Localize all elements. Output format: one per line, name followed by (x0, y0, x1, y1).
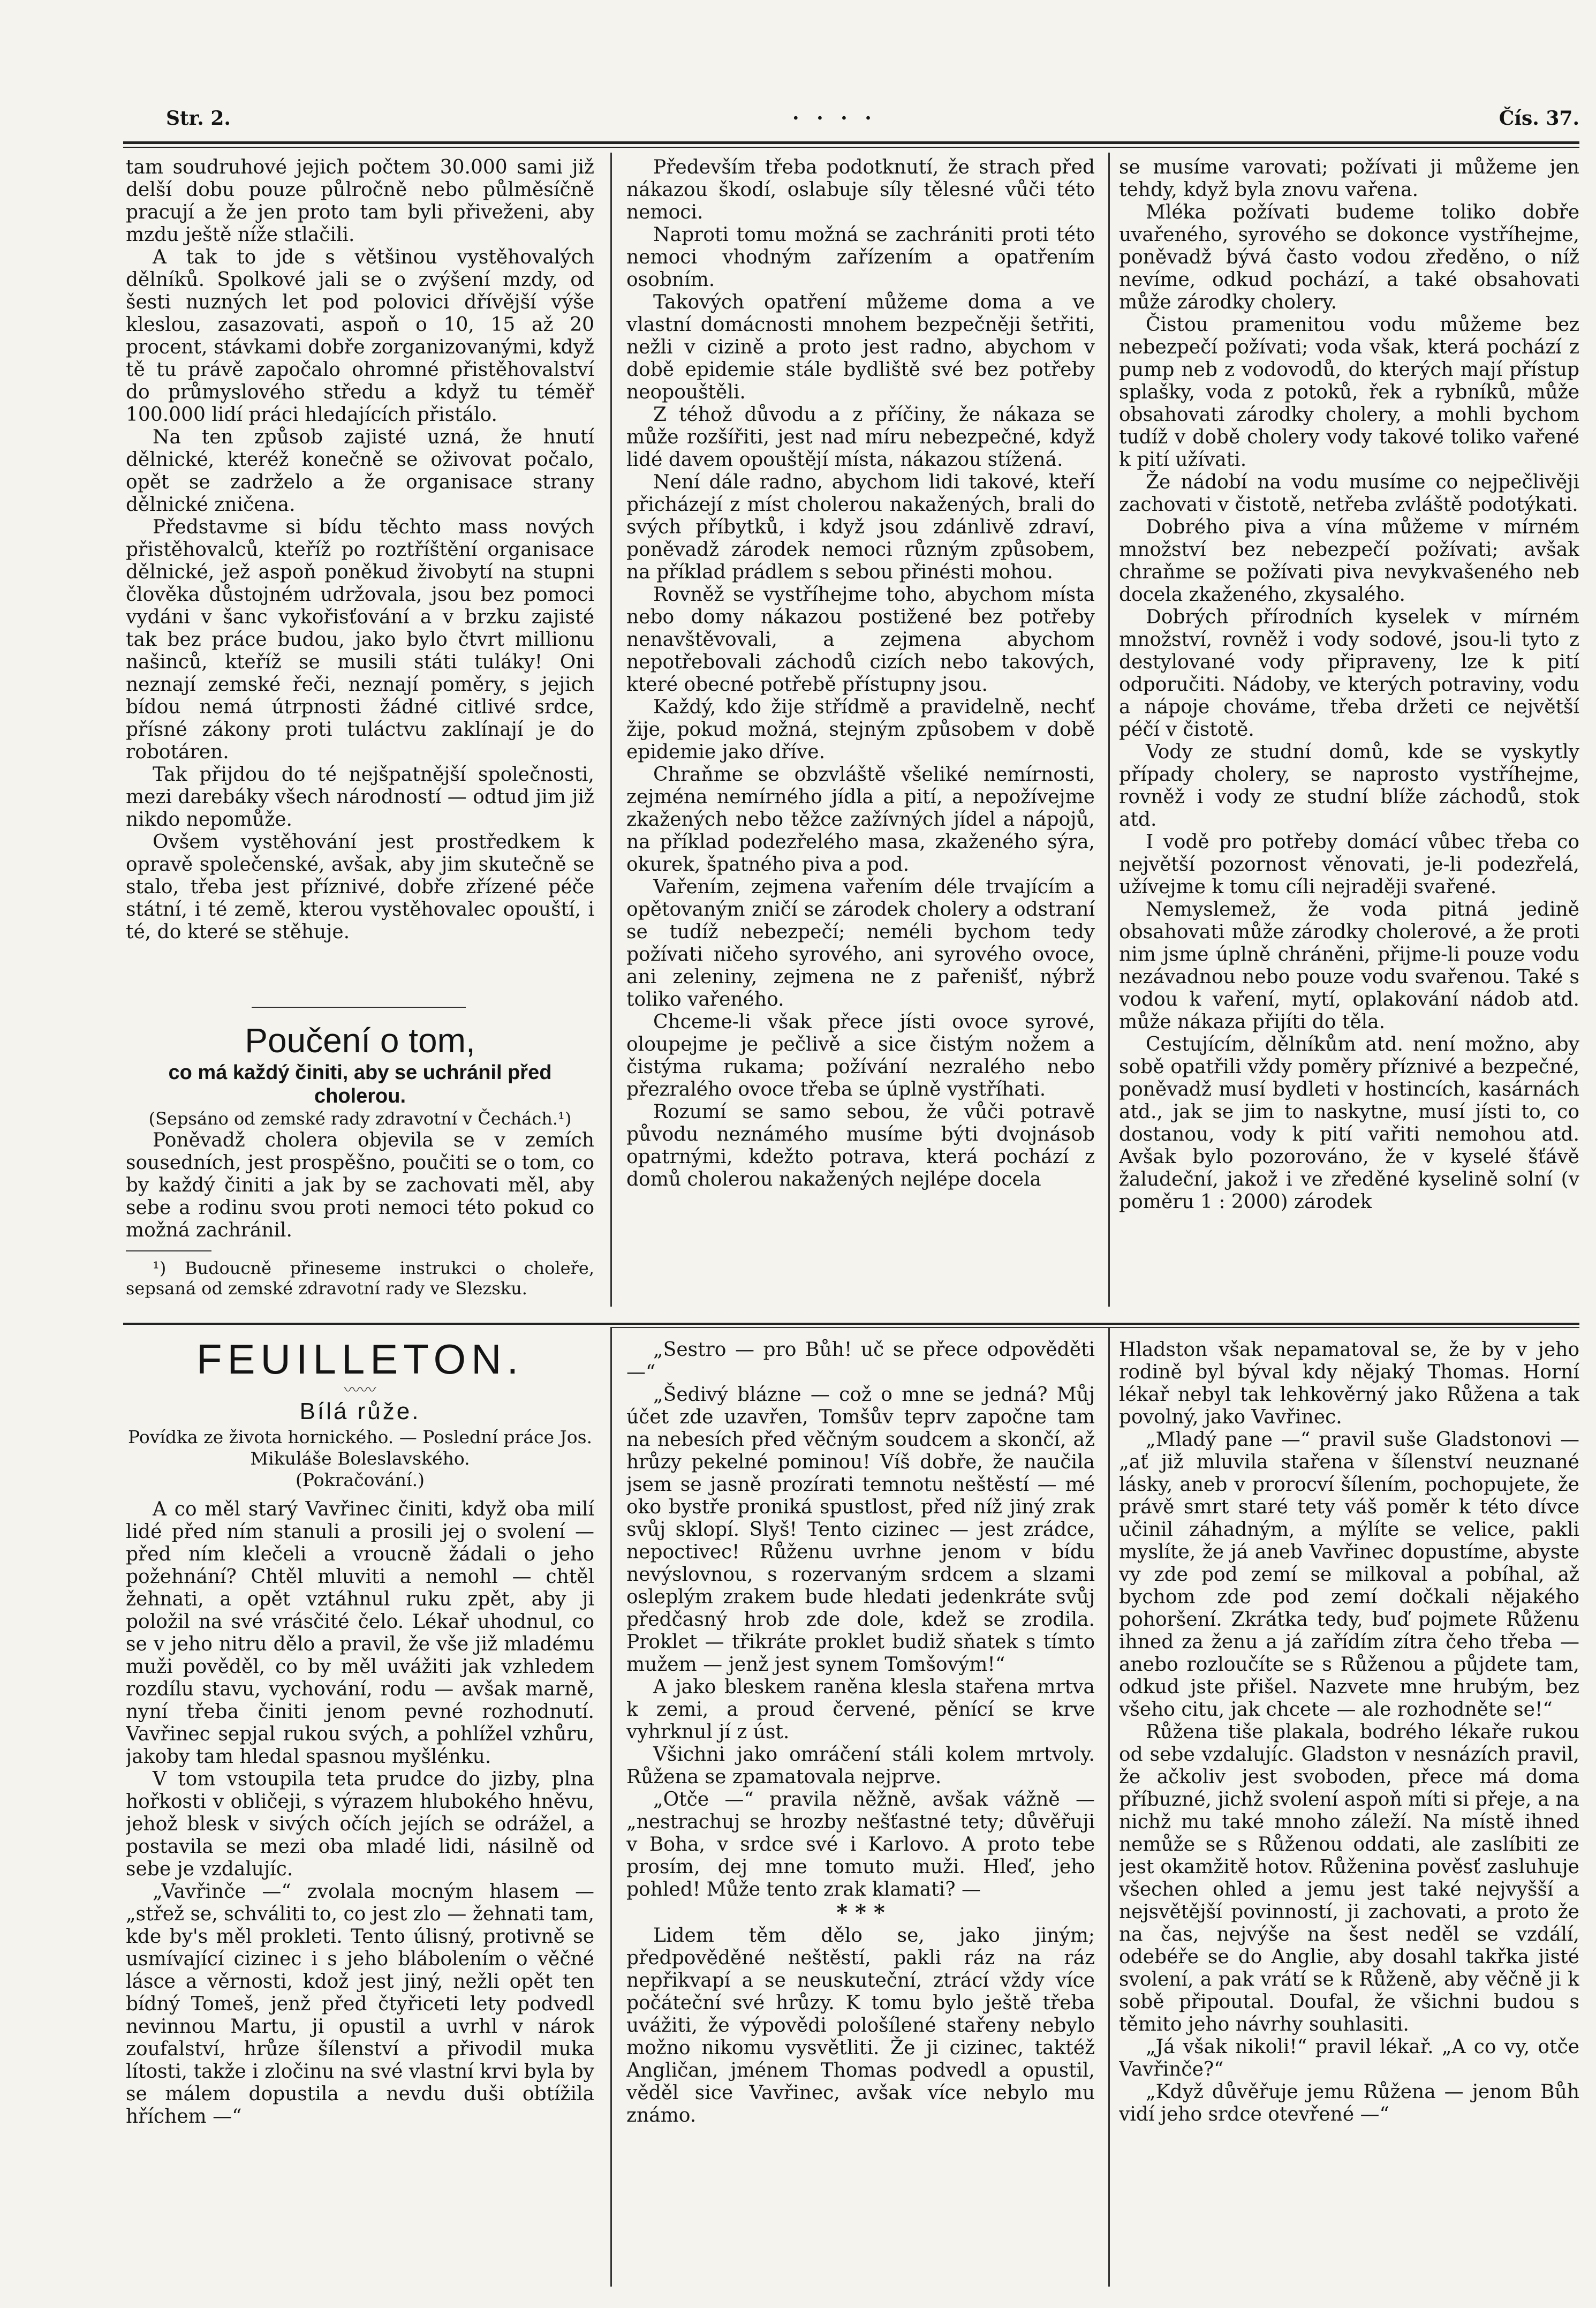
column-divider (610, 1328, 612, 2287)
paragraph: Z téhož důvodu a z příčiny, že nákaza se může rozšířiti, jest nad míru nebezpečné, když lidé davem opouštějí místa, nákazou stížená. (626, 404, 1095, 471)
column-2 (626, 156, 1095, 1308)
paragraph: Rozumí se samo sebou, že vůči potravě původu neznámého musíme býti dvojnásob opatrnými, kdežto potrava, která pochází z domů cholerou nakažených nejlépe docela (626, 1101, 1095, 1190)
header-center-mark: · · · · (792, 107, 877, 130)
paragraph: V tom vstoupila teta prudce do jizby, plna hořkosti v obličeji, s výrazem hlubokého hněvu, jehož blesk v sivých očích jejích se odrážel, a postavila se mezi oba mladé lidi, násilně od sebe je vzdalujíc. (126, 1768, 594, 1880)
pouceni-section (126, 1015, 594, 1320)
page-header (161, 102, 1579, 134)
paragraph: Každý, kdo žije střídmě a pravidelně, nechť žije, pokud možná, stejným způsobem v době epidemie jako dříve. (626, 696, 1095, 763)
paragraph: Tak přijdou do té nejšpatnější společnosti, mezi darebáky všech národností — odtud jim již nikdo nepomůže. (126, 764, 594, 831)
story-subtitle: Povídka ze života hornického. — Poslední práce Jos. Mikuláše Boleslavského. (128, 1427, 592, 1469)
header-rule-thin (123, 147, 1579, 148)
paragraph: Ovšem vystěhování jest prostředkem k opravě společenské, avšak, aby jim skutečně se stalo, třeba jest příznivé, dobře zřízené péče státní, i té země, kterou vystěhovalec opouští, i té, do které se stěhuje. (126, 831, 594, 943)
paragraph: Takových opatření můžeme doma a ve vlastní domácnosti mnohem bezpečněji šetřiti, nežli v cizině a proto jest radno, abychom v době epidemie stále bydliště své bez potřeby neopouštěli. (626, 291, 1095, 403)
paragraph: Na ten způsob zajisté uzná, že hnutí dělnické, kteréž konečně se oživovat počalo, opět se zadrželo a že organisace strany dělnické zničena. (126, 426, 594, 516)
column-5 (626, 1339, 1095, 2287)
paragraph: „Otče —“ pravila něžně, avšak vážně — „nestrachuj se hrozby nešťastné tety; důvěřuji v Boha, v srdce své i Karlovo. A proto tebe prosím, dej mne tomuto muži. Hleď, jeho pohled! Může tento zrak klamati? — (626, 1789, 1095, 1900)
paragraph: Mléka požívati budeme toliko dobře uvařeného, syrového se dokonce vystříhejme, poněvadž bývá často vodou zředěno, o níž nevíme, odkud pochází, a také obsahovati může zárodky cholery. (1119, 201, 1579, 313)
paragraph: Vody ze studní domů, kde se vyskytly případy cholery, se naprosto vystříhejme, rovněž i vody ze studní blíže záchodů, stok atd. (1119, 741, 1579, 831)
paragraph: tam soudruhové jejich počtem 30.000 sami již delší dobu pouze půlročně nebo půlměsíčně pracují a že jen proto tam byli přiveženi, aby mzdu ještě níže stlačili. (126, 156, 594, 246)
paragraph: A jako bleskem raněna klesla stařena mrtva k zemi, a proud červené, pěnící se krve vyhrknul jí z úst. (626, 1676, 1095, 1743)
paragraph: Nemyslemež, že voda pitná jedině obsahovati může zárodky cholerové, a že proti nim jsme úplně chráněni, přijme-li pouze vodu nezávadnou nebo pouze vodu svařenou. Také s vodou k vaření, mytí, oplakování nádob atd. může nákaza přijíti do těla. (1119, 899, 1579, 1033)
pouceni-subtitle: co má každý činiti, aby se uchránil před cholerou. (168, 1061, 552, 1107)
footnote-rule (126, 1250, 211, 1251)
ornament: 〰〰 (344, 1381, 376, 1400)
paragraph: Čistou pramenitou vodu můžeme bez nebezpečí požívati; voda však, která pochází z pump neb z vodovodů, do kterých mají přístup splašky, voda z potoků, řek a rybníků, může obsahovati zárodky cholery, a mohli bychom tudíž v době cholery vody takové toliko vařené k pití užívati. (1119, 314, 1579, 471)
column-3 (1119, 156, 1579, 1308)
paragraph: Dobrého piva a vína můžeme v mírném množství bez nebezpečí požívati; avšak chraňme se požívati piva nevykvašeného neb docela zkaženého, zkysalého. (1119, 516, 1579, 606)
section-stars: * * * (836, 1900, 885, 1925)
story-title: Bílá růže. (299, 1398, 421, 1424)
column-divider (1108, 153, 1110, 1307)
column-divider (610, 153, 612, 1307)
paragraph: Není dále radno, abychom lidi takové, kteří přicházejí z míst cholerou nakažených, brali do svých příbytků, i když jsou zdánlivě zdraví, poněvadž zárodek nemoci různým způsobem, na příklad prádlem s sebou přinésti mohou. (626, 471, 1095, 583)
paragraph: Vařením, zejmena vařením déle trvajícím a opětovaným zničí se zárodek cholery a odstraní se tudíž nebezpečí; neméli bychom tedy požívati ničeho syrového, ani syrového ovoce, ani zeleniny, zejmena ne z pařenišť, nýbrž toliko vařeného. (626, 876, 1095, 1010)
pouceni-title: Poučení o tom, (245, 1021, 475, 1060)
feuilleton-rule (123, 1323, 1579, 1325)
feuilleton-title: FEUILLETON. (196, 1336, 524, 1383)
footnote: ¹) Budoucně přineseme instrukci o choleře, sepsaná od zemské zdravotní rady ve Slezsku. (126, 1258, 594, 1299)
paragraph: „Mladý pane —“ pravil suše Gladstonovi — „ať již mluvila stařena v šílenství neuznané lásky, aneb v prorocví šílením, pochopujete, že právě smrt staré tety váš poměr k této dívce učinil záhadným, a mýlíte se velice, pakli myslíte, že já aneb Vavřinec dopustíme, abyste vy zde pod zemí se milkoval a pobíhal, až bychom zde pod zemí dočkali nějakého pohoršení. Zkrátka tedy, buď pojmete Růženu ihned za ženu a já zařídím zítra čeho třeba — anebo rozloučíte se s Růženou a půjdete tam, odkud jste přišel. Nazvete mne hrubým, bez všeho citu, jak chcete — ale rozhodněte se!“ (1119, 1429, 1579, 1721)
separator (252, 1007, 466, 1008)
paragraph: „Když důvěřuje jemu Růžena — jenom Bůh vidí jeho srdce otevřené —“ (1119, 2081, 1579, 2125)
paragraph: Růžena tiše plakala, bodrého lékaře rukou od sebe vzdalujíc. Gladston v nesnázích pravil, že ačkoliv jest svoboden, přece má doma příbuzné, jichž svolení aspoň míti si přeje, a na nichž mu také mnoho záleží. Na místě ihned nemůže se s Růženou oddati, ale zaslíbiti ze jest okamžitě hotov. Růženina pověsť zasluhuje všechen ohled a jemu jest také nejvyšší a nejsvětější povinností, ji zachovati, a proto že na čas, nejvýše na šest neděl se vzdálí, odebéře se do Anglie, aby dosahl takřka jisté svolení, a pak vrátí se k Růženě, aby věčně ji k sobě připoutal. Doufal, že všichni budou s těmito jeho návrhy souhlasiti. (1119, 1721, 1579, 2035)
paragraph: „Sestro — pro Bůh! uč se přece odpověděti —“ (626, 1339, 1095, 1383)
paragraph: Dobrých přírodních kyselek v mírném množství, rovněž i vody sodové, jsou-li tyto z destylované vody připraveny, lze k pití odporučiti. Nádoby, ve kterých potraviny, vodu a nápoje chováme, třeba držeti ce největší péčí v čistotě. (1119, 606, 1579, 741)
paragraph: Chceme-li však přece jísti ovoce syrové, oloupejme je pečlivě a sice čistým nožem a čistýma rukama; požívání nezralého nebo přezralého ovoce třeba se úplně vystříhati. (626, 1011, 1095, 1100)
continued-note: (Pokračování.) (296, 1469, 425, 1490)
paragraph: Rovněž se vystříhejme toho, abychom místa nebo domy nákazou postižené bez potřeby nenavštěvovali, a zejmena abychom nepotřebovali záchodů cizích nebo takových, které obecné potřebě přístupny jsou. (626, 584, 1095, 696)
paragraph: Všichni jako omráčení stáli kolem mrtvoly. Růžena se zpamatovala nejprve. (626, 1744, 1095, 1788)
paragraph: „Vavřinče —“ zvolala mocným hlasem — „střež se, schváliti to, co jest zlo — žehnati tam, kde by's měl prokleti. Tento úlisný, protivně se usmívající cizinec i s jeho blábolením o věčné lásce a věrnosti, kdož jest jiný, nežli opět ten bídný Tomeš, jenž před čtyřiceti lety podvedl nevinnou Martu, ji opustil a uvrhl v nárok zoufalství, hrůze šílenství a přivodil muka lítosti, takže i zločinu na své vlastní krvi byla by se málem dopustila a nevdu duši obtížila hříchem —“ (126, 1881, 594, 2128)
column-1 (126, 156, 594, 997)
page-number: Str. 2. (166, 107, 231, 130)
paragraph: Hladston však nepamatoval se, že by v jeho rodině byl býval kdy nějaký Thomas. Horní lékař nebyl tak lehkověrný jako Růžena a tak povolný, jako Vavřinec. (1119, 1339, 1579, 1428)
paragraph: Především třeba podotknutí, že strach před nákazou škodí, oslabuje síly tělesné vůči této nemoci. (626, 156, 1095, 223)
paragraph: Představme si bídu těchto mass nových přistěhovalců, kteříž po roztříštění organisace dělnické, jež aspoň poněkud živobytí na stupni člověka důstojném udržovala, jsou bez pomoci vydáni v šanc vykořisťování a v brzku zajisté tak bez práce budou, jako bylo čtvrt millionu našinců, kteříž se musili státi tuláky! Oni neznají zemské řeči, neznají poměry, s jejich bídou nemá útrpnosti žádné citlivé srdce, přísné zákony proti tuláctvu zaklínají je do robotáren. (126, 516, 594, 763)
paragraph: Chraňme se obzvláště všeliké nemírnosti, zejména nemírného jídla a pití, a nepožívejme zkažených nebo těžce zažívných jídel a nápojů, na příklad podezřelého masa, zkaženého sýra, okurek, špatného piva a pod. (626, 764, 1095, 876)
paragraph: A co měl starý Vavřinec činiti, když oba milí lidé před ním stanuli a prosili jej o svolení — před ním klečeli a vroucně žádali o jeho požehnání? Chtěl mluviti a nemohl — chtěl žehnati, a opět vztáhnul ruku zpět, aby ji položil na své vrásčité čelo. Lékař uhodnul, co se v jeho nitru dělo a pravil, že vše již mladému muži pověděl, co by měl uvážiti jak vzhledem rozdílu stavu, vychování, rodu — avšak marně, nyní třeba činiti jenom pevné rozhodnutí. Vavřinec sepjal rukou svých, a pohlížel vzhůru, jakoby tam hledal spasnou myšlénku. (126, 1498, 594, 1768)
paragraph: Poněvadž cholera objevila se v zemích sousedních, jest prospěšno, poučiti se o tom, co by každý činiti a jak by se zachovati měl, aby sebe a rodinu svou proti nemoci této pokud co možná zachránil. (126, 1129, 594, 1241)
paragraph: A tak to jde s většinou vystěhovalých dělníků. Spolkové jali se o zvýšení mzdy, od šesti nuzných let pod polovici dřívější výše kleslou, zasazovati, aspoň o 10, 15 až 20 procent, stávkami dobře zorganizovanými, když tě tu právě započalo ohromné přistěhovalství do průmyslového středu a když tu téměř 100.000 lidí práci hledajících přistálo. (126, 246, 594, 426)
paragraph: I vodě pro potřeby domácí vůbec třeba co největší pozornost věnovati, je-li podezřelá, užívejme k tomu cíli nejraději svařené. (1119, 831, 1579, 898)
paragraph: Naproti tomu možná se zachrániti proti této nemoci vhodným zařízením a opatřením osobním. (626, 224, 1095, 291)
feuilleton-rule-thin (610, 1327, 1579, 1328)
column-6 (1119, 1339, 1579, 2287)
pouceni-source: (Sepsáno od zemské rady zdravotní v Čechách.¹) (148, 1108, 572, 1129)
header-rule (123, 141, 1579, 144)
issue-number: Čís. 37. (1499, 107, 1579, 130)
paragraph: Cestujícím, dělníkům atd. není možno, aby sobě opatřili vždy poměry příznivé a bezpečné, poněvadž musí bydleti v hostincích, kasárnách atd., jak se jim to naskytne, musí jísti to, co dostanou, vody k pití vařiti nemohou atd. Avšak bylo pozorováno, že v kyselé šťávě žaludeční, jakož i ve zředěné kyselině solní (v poměru 1 : 2000) zárodek (1119, 1034, 1579, 1213)
paragraph: se musíme varovati; požívati ji můžeme jen tehdy, když byla znovu vařena. (1119, 156, 1579, 201)
paragraph: „Šedivý blázne — což o mne se jedná? Můj účet zde uzavřen, Tomšův teprv započne tam na nebesích před věčným soudcem a skončí, až hrůzy pekelné pominou! Víš dobře, že naučila jsem se jasně prozírati temnotu neštěstí — mé oko bystře proniká spustlost, před níž jiný zrak svůj sklopí. Slyš! Tento cizinec — jest zrádce, nepoctivec! Růženu uvrhne jenom v bídu nevýslovnou, s rozervaným srdcem a slzami osleplým zrakem bude hledati jedenkráte svůj předčasný hrob zde dole, kdež se zrodila. Proklet — třikráte proklet budiž sňatek s tímto mužem — jenž jest synem Tomšovým!“ (626, 1384, 1095, 1676)
column-divider (1108, 1328, 1110, 2287)
paragraph: „Já však nikoli!“ pravil lékař. „A co vy, otče Vavřinče?“ (1119, 2036, 1579, 2080)
paragraph: Že nádobí na vodu musíme co nejpečlivěji zachovati v čistotě, netřeba zvláště podotýkati. (1119, 471, 1579, 516)
paragraph: Lidem těm dělo se, jako jiným; předpověděné neštěstí, pakli ráz na ráz nepřikvapí a se neuskuteční, ztrácí vždy více počáteční své hrůzy. K tomu bylo ještě třeba uvážiti, že výpovědi pološílené stařeny nebylo možno nikomu vysvětliti. Že ji cizinec, taktéž Angličan, jménem Thomas podvedl a opustil, věděl sice Vavřinec, avšak více nebylo mu známo. (626, 1925, 1095, 2126)
feuilleton-column (126, 1333, 594, 2287)
